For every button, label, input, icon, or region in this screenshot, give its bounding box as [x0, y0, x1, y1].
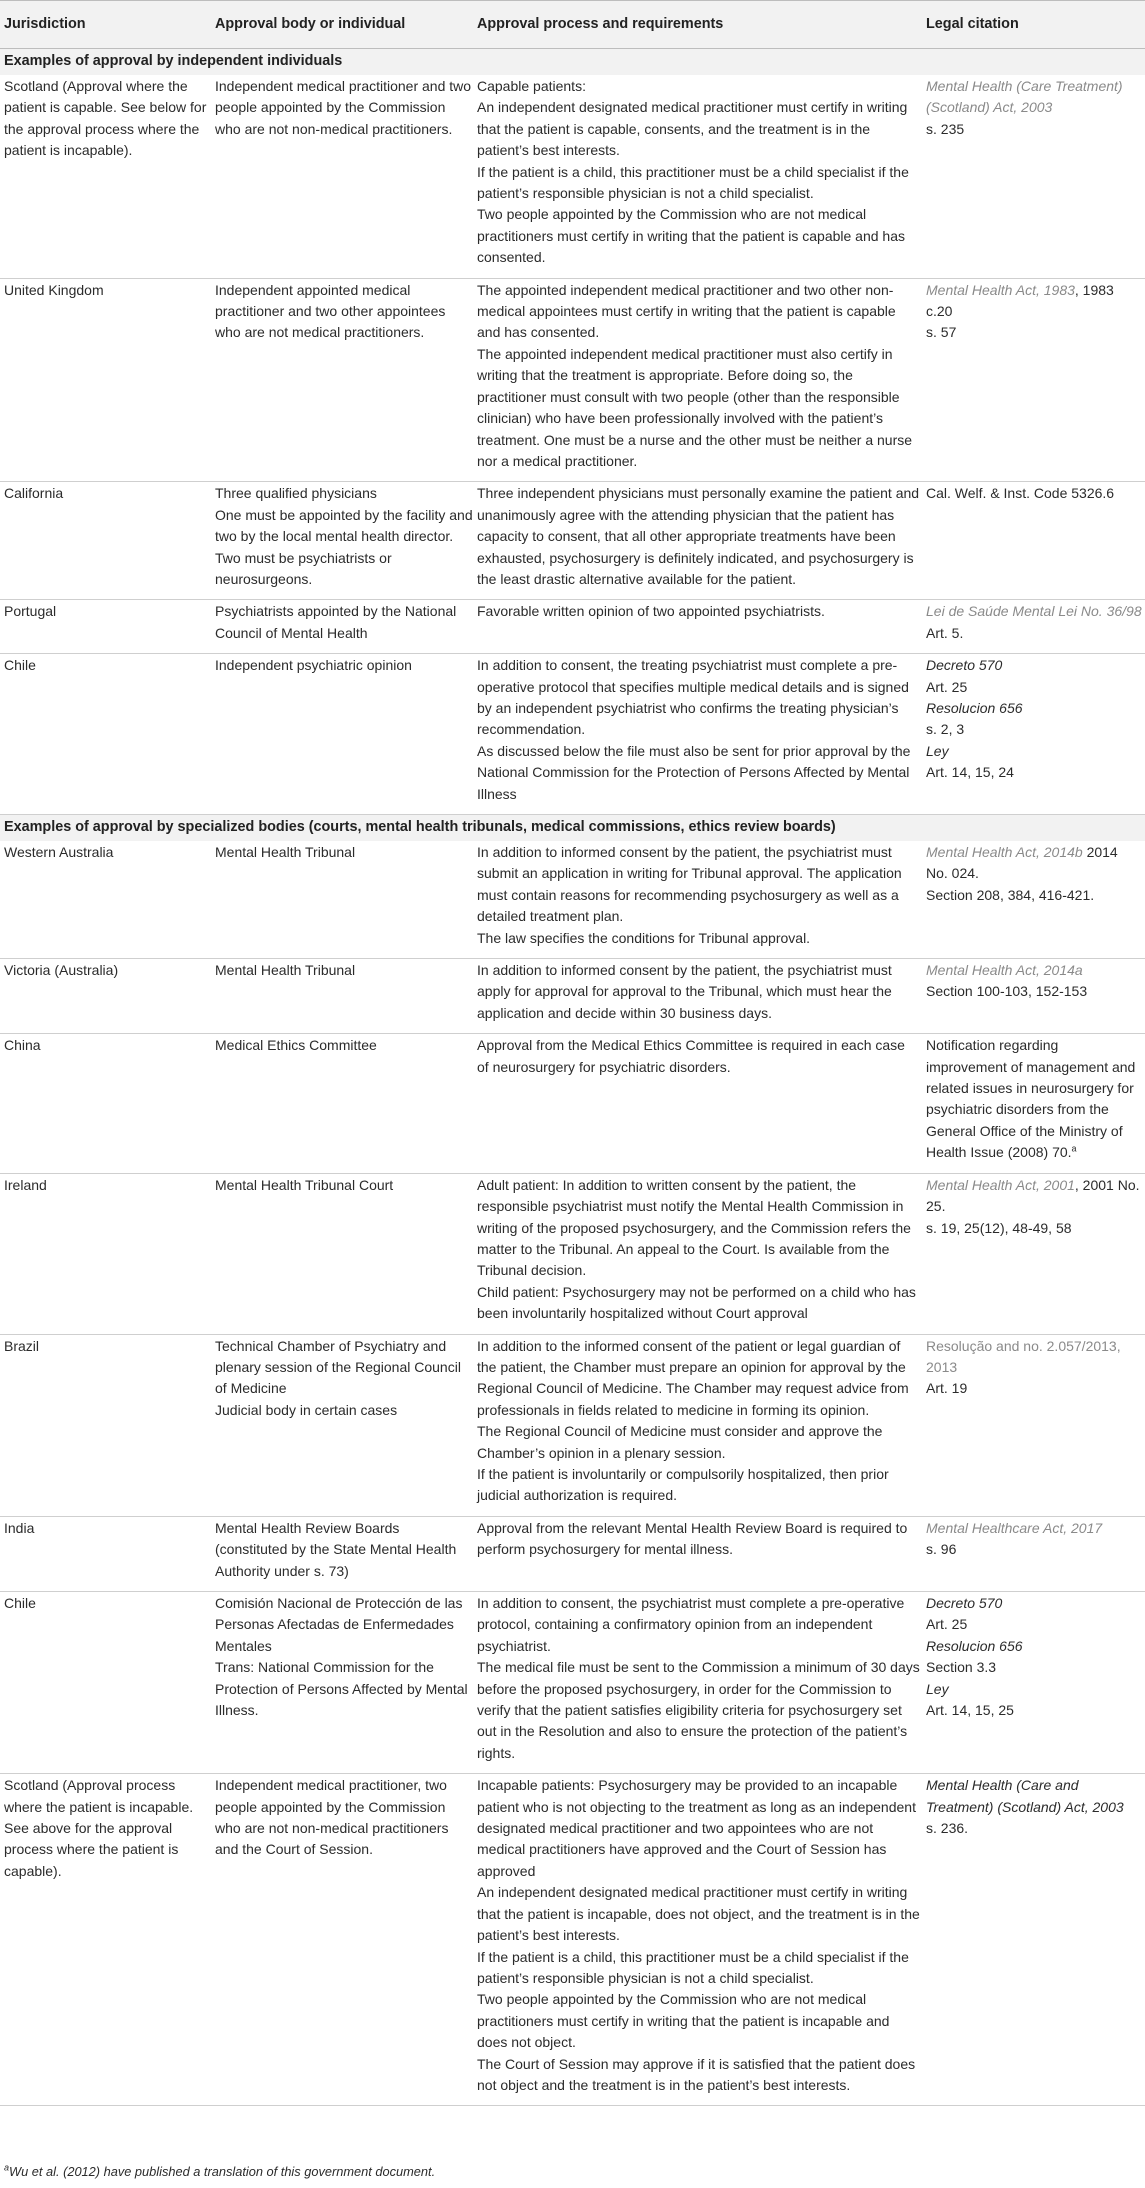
legal-citation-cell — [924, 654, 1145, 815]
citation-text: Section 100-103, 152-153 — [926, 983, 1088, 1000]
approval-process-cell — [474, 482, 924, 600]
citation-line — [926, 1818, 1143, 1839]
footnote-marker: a — [4, 2162, 10, 2173]
citation-line — [926, 483, 1143, 504]
approval-body-line: Independent medical practitioner and two people appointed by the Commission who are not non-medical practitioners. — [215, 78, 472, 137]
approval-body-cell — [212, 1516, 474, 1591]
citation-line — [926, 719, 1143, 740]
jurisdiction-cell: Chile — [0, 1592, 212, 1774]
jurisdiction-cell: United Kingdom — [0, 278, 212, 482]
approval-body-line: Trans: National Commission for the Protection of Persons Affected by Mental Illness. — [215, 1659, 468, 1719]
table-row — [0, 1173, 1145, 1334]
citation-line — [926, 655, 1143, 676]
citation-line — [926, 885, 1143, 906]
legal-citation-cell — [924, 278, 1145, 482]
approval-body-cell — [212, 1034, 474, 1173]
citation-text: Art. 14, 15, 24 — [926, 764, 1014, 781]
approval-process-cell — [474, 1516, 924, 1591]
approval-body-cell — [212, 1173, 474, 1334]
approval-process-line: Three independent physicians must personally examine the patient and unanimously agree with the attending physician that the patient has capacity to consent, that all other appropriate treatments have been exhausted, psychosurgery is definitely indicated, and psychosurgery is the least drastic alternative available for the patient. — [477, 485, 920, 587]
citation-line — [926, 1218, 1143, 1239]
citation-text: Resolucion 656 — [926, 1637, 1023, 1654]
citation-text: Cal. Welf. & Inst. Code 5326.6 — [926, 485, 1115, 502]
approval-process-line: As discussed below the file must also be sent for prior approval by the National Commission for the Protection of Persons Affected by Mental Illness — [477, 742, 911, 802]
approval-body-cell — [212, 959, 474, 1034]
citation-line — [926, 280, 1143, 323]
citation-text: Resolucion 656 — [926, 699, 1023, 716]
citation-line — [926, 1593, 1143, 1614]
approval-body-cell — [212, 600, 474, 654]
approval-body-cell — [212, 482, 474, 600]
approval-body-line: Independent medical practitioner, two people appointed by the Commission who are not non-medical practitioners and the Court of Session. — [215, 1777, 449, 1858]
approval-body-line: Judicial body in certain cases — [215, 1401, 398, 1418]
legal-citation-cell — [924, 1774, 1145, 2106]
citation-tail: 2014 No. 024. — [926, 844, 1118, 882]
jurisdiction-cell: Victoria (Australia) — [0, 959, 212, 1034]
legal-citation-cell — [924, 600, 1145, 654]
citation-text: Art. 5. — [926, 624, 964, 641]
approval-process-line: Capable patients: — [477, 78, 586, 94]
citation-text: s. 19, 25(12), 48-49, 58 — [926, 1219, 1072, 1236]
citation-line — [926, 741, 1143, 762]
footnote — [4, 2164, 435, 2179]
approval-body-line: One must be appointed by the facility and two by the local mental health director. — [215, 506, 473, 545]
table-row — [0, 654, 1145, 815]
table-row — [0, 1592, 1145, 1774]
approval-process-line: In addition to consent, the psychiatrist must complete a pre-operative protocol, containing a confirmatory opinion from an independent psychiatrist. — [477, 1595, 905, 1654]
citation-line — [926, 601, 1143, 622]
jurisdiction-cell: Scotland (Approval process where the patient is incapable. See above for the approval process where the patient is capable). — [0, 1774, 212, 2106]
jurisdiction-cell: India — [0, 1516, 212, 1591]
citation-text: Mental Health Act, 2014b — [926, 844, 1083, 860]
section-header-row — [0, 815, 1145, 842]
approval-process-line: The law specifies the conditions for Tribunal approval. — [477, 929, 811, 946]
jurisdiction-cell: Brazil — [0, 1334, 212, 1516]
citation-line — [926, 1175, 1143, 1218]
header-legal-citation: Legal citation — [924, 1, 1145, 49]
citation-line — [926, 762, 1143, 783]
header-jurisdiction: Jurisdiction — [0, 1, 212, 49]
approval-process-cell — [474, 600, 924, 654]
approval-process-line: Incapable patients: Psychosurgery may be provided to an incapable patient who is not objecting to the treatment as long as an independent designated medical practitioner and two appointees who are not medical practitioners have approved and the Court of Session has approved — [477, 1777, 916, 1879]
citation-text: Section 208, 384, 416-421. — [926, 886, 1095, 903]
legal-citation-cell — [924, 482, 1145, 600]
approval-body-line: Mental Health Review Boards (constituted by the State Mental Health Authority under s. 73) — [215, 1519, 457, 1579]
approval-body-line: Independent appointed medical practitioner and two other appointees who are not medical practitioners. — [215, 281, 446, 341]
citation-text: Mental Health Act, 2001 — [926, 1176, 1075, 1193]
approval-process-line: The Court of Session may approve if it is satisfied that the patient does not object and the treatment is in the patient’s best interests. — [477, 2055, 916, 2093]
approval-process-line: If the patient is a child, this practitioner must be a child specialist if the patient’s responsible physician is not a child specialist. — [477, 1948, 909, 1986]
citation-line — [926, 1518, 1143, 1539]
legal-citation-cell — [924, 1173, 1145, 1334]
table-row — [0, 278, 1145, 482]
approval-process-cell — [474, 75, 924, 278]
approval-process-cell — [474, 278, 924, 482]
approval-body-cell — [212, 1592, 474, 1774]
approval-body-cell — [212, 654, 474, 815]
approval-body-line: Three qualified physicians — [215, 485, 377, 502]
citation-line — [926, 1657, 1143, 1678]
citation-line — [926, 623, 1143, 644]
jurisdiction-cell: Chile — [0, 654, 212, 815]
citation-text: Decreto 570 — [926, 657, 1003, 674]
jurisdiction-cell: Portugal — [0, 600, 212, 654]
citation-text: Mental Health Act, 1983 — [926, 281, 1075, 298]
approval-body-cell — [212, 1774, 474, 2106]
approval-body-line: Mental Health Tribunal Court — [215, 1176, 394, 1193]
table-row — [0, 1334, 1145, 1516]
citation-line — [926, 1775, 1143, 1818]
approval-body-line: Psychiatrists appointed by the National Council of Mental Health — [215, 603, 457, 641]
citation-text: Art. 14, 15, 25 — [926, 1702, 1014, 1719]
approval-body-cell — [212, 278, 474, 482]
approval-process-cell — [474, 1592, 924, 1774]
citation-line — [926, 1378, 1143, 1399]
citation-text: Mental Healthcare Act, 2017 — [926, 1519, 1103, 1536]
citation-line — [926, 698, 1143, 719]
table-row — [0, 1034, 1145, 1173]
citation-text: Lei de Saúde Mental Lei No. 36/98 — [926, 603, 1142, 620]
approval-process-line: Favorable written opinion of two appointed psychiatrists. — [477, 603, 825, 620]
citation-text: Ley — [926, 742, 949, 759]
approval-process-line: An independent designated medical practitioner must certify in writing that the patient is capable, consents, and the treatment is in the patient’s best interests. — [477, 99, 908, 159]
citation-tail: , 1983 c.20 — [926, 281, 1114, 320]
approval-process-line: Approval from the relevant Mental Health Review Board is required to perform psychosurgery for mental illness. — [477, 1519, 908, 1558]
approval-process-line: In addition to informed consent by the patient, the psychiatrist must apply for approval for approval to the Tribunal, which must hear the application and decide within 30 business days. — [477, 962, 892, 1021]
approval-process-line: If the patient is a child, this practitioner must be a child specialist if the patient’s responsible physician is not a child specialist. — [477, 163, 909, 202]
citation-line — [926, 322, 1143, 343]
legal-citation-cell — [924, 1334, 1145, 1516]
table-row — [0, 1774, 1145, 2106]
jurisdiction-cell: Scotland (Approval where the patient is capable. See below for the approval process where the patient is incapable). — [0, 75, 212, 278]
section-title: Examples of approval by independent individuals — [0, 49, 1145, 76]
citation-text: s. 236. — [926, 1820, 969, 1837]
approval-process-line: In addition to consent, the treating psychiatrist must complete a pre-operative protocol that specifies multiple medical details and is signed by an independent psychiatrist who confirms the treating physician’s recommendation. — [477, 657, 909, 738]
citation-text: s. 96 — [926, 1541, 957, 1558]
approval-body-line: Comisión Nacional de Protección de las Personas Afectadas de Enfermedades Mentales — [215, 1595, 463, 1654]
citation-line — [926, 981, 1143, 1002]
citation-line — [926, 119, 1143, 140]
citation-line — [926, 76, 1143, 119]
approval-body-line: Technical Chamber of Psychiatry and plenary session of the Regional Council of Medicine — [215, 1337, 461, 1397]
citation-text: Section 3.3 — [926, 1659, 997, 1676]
approval-process-line: The Regional Council of Medicine must consider and approve the Chamber’s opinion in a plenary session. — [477, 1423, 883, 1461]
footnote-ref: Wu et al. (2012) — [9, 2164, 101, 2179]
table-row — [0, 75, 1145, 278]
jurisdiction-cell: California — [0, 482, 212, 600]
table-row — [0, 600, 1145, 654]
approval-process-line: An independent designated medical practitioner must certify in writing that the patient is incapable, does not object, and the treatment is in the patient’s best interests. — [477, 1884, 920, 1944]
jurisdiction-cell: China — [0, 1034, 212, 1173]
citation-text: s. 235 — [926, 120, 965, 137]
table-row — [0, 959, 1145, 1034]
citation-line — [926, 677, 1143, 698]
citation-line — [926, 1035, 1143, 1163]
approval-process-cell — [474, 1774, 924, 2106]
citation-text: Mental Health (Care and Treatment) (Scotland) Act, 2003 — [926, 1777, 1124, 1815]
section-header-row — [0, 49, 1145, 76]
citation-line — [926, 1700, 1143, 1721]
table-row — [0, 841, 1145, 959]
approval-process-line: Adult patient: In addition to written consent by the patient, the responsible psychiatrist must notify the Mental Health Commission in writing of the proposed psychosurgery, and the Commission refers the matter to the Tribunal. An appeal to the Court. Is available from the Tribunal decision. — [477, 1176, 911, 1279]
approval-process-cell — [474, 1034, 924, 1173]
citation-text: Art. 25 — [926, 1616, 968, 1633]
approval-body-line: Mental Health Tribunal — [215, 844, 356, 860]
approval-process-line: In addition to informed consent by the patient, the psychiatrist must submit an application in writing for Tribunal approval. The application must contain reasons for recommending psychosurgery as well as a detailed treatment plan. — [477, 844, 902, 925]
approval-process-line: Child patient: Psychosurgery may not be performed on a child who has been involuntarily hospitalized without Court approval — [477, 1283, 916, 1322]
legal-citation-cell — [924, 1034, 1145, 1173]
legal-citation-cell — [924, 959, 1145, 1034]
citation-text: Art. 25 — [926, 678, 968, 695]
approval-body-line: Medical Ethics Committee — [215, 1037, 377, 1054]
table-row — [0, 1516, 1145, 1591]
table-row — [0, 482, 1145, 600]
citation-text: Resolução and no. 2.057/2013, 2013 — [926, 1337, 1121, 1375]
approval-process-line: In addition to the informed consent of the patient or legal guardian of the patient, the Chamber must prepare an opinion for approval by the Regional Council of Medicine. The Chamber may request advice from professionals in fields related to medicine in forming its opinion. — [477, 1337, 909, 1418]
approval-body-cell — [212, 75, 474, 278]
citation-tail: , 2001 No. 25. — [926, 1176, 1140, 1215]
approval-process-line: If the patient is involuntarily or compulsorily hospitalized, then prior judicial authorization is required. — [477, 1465, 889, 1504]
approval-process-line: The medical file must be sent to the Commission a minimum of 30 days before the proposed psychosurgery, in order for the Commission to verify that the patient satisfies eligibility criteria for psychosurgery set out in the Resolution and also to ensure the protection of the patient’s rights. — [477, 1659, 920, 1761]
citation-line — [926, 1539, 1143, 1560]
table-header-row — [0, 1, 1145, 49]
jurisdiction-cell: Western Australia — [0, 841, 212, 959]
approval-process-line: The appointed independent medical practitioner and two other non-medical appointees must certify in writing that the patient is capable and has consented. — [477, 281, 896, 341]
citation-text: Decreto 570 — [926, 1595, 1003, 1611]
approval-process-cell — [474, 654, 924, 815]
jurisdiction-cell: Ireland — [0, 1173, 212, 1334]
legal-citation-cell — [924, 841, 1145, 959]
legal-citation-cell — [924, 1516, 1145, 1591]
citation-text: s. 57 — [926, 324, 957, 341]
approval-body-line: Mental Health Tribunal — [215, 962, 356, 979]
citation-text: Mental Health Act, 2014a — [926, 962, 1083, 979]
approval-process-cell — [474, 841, 924, 959]
approval-process-cell — [474, 959, 924, 1034]
legal-citation-cell — [924, 75, 1145, 278]
approval-body-cell — [212, 841, 474, 959]
citation-line — [926, 1636, 1143, 1657]
citation-line — [926, 1614, 1143, 1635]
citation-footnote-marker: a — [1071, 1143, 1077, 1154]
citation-text: Mental Health (Care Treatment) (Scotland) Act, 2003 — [926, 78, 1123, 116]
approval-body-cell — [212, 1334, 474, 1516]
footnote-text: have published a translation of this government document. — [100, 2164, 436, 2179]
approval-process-line: Approval from the Medical Ethics Committee is required in each case of neurosurgery for psychiatric disorders. — [477, 1037, 905, 1075]
approval-process-line: Two people appointed by the Commission who are not medical practitioners must certify in writing that the patient is capable and has consented. — [477, 206, 905, 266]
section-title: Examples of approval by specialized bodies (courts, mental health tribunals, medical commissions, ethics review boards) — [0, 815, 1145, 842]
citation-line — [926, 842, 1143, 885]
header-approval-process: Approval process and requirements — [474, 1, 924, 49]
approval-process-line: The appointed independent medical practitioner must also certify in writing that the treatment is appropriate. Before doing so, the practitioner must consult with two people (other than the responsible clinician) who have been professionally involved with the patient’s treatment. One must be a nurse and the other must be neither a nurse nor a medical practitioner. — [477, 345, 913, 469]
citation-line — [926, 1336, 1143, 1379]
approval-process-line: Two people appointed by the Commission who are not medical practitioners must certify in writing that the patient is incapable and does not object. — [477, 1991, 890, 2051]
approval-process-cell — [474, 1173, 924, 1334]
header-approval-body: Approval body or individual — [212, 1, 474, 49]
citation-text: s. 2, 3 — [926, 721, 965, 738]
citation-text: Art. 19 — [926, 1380, 968, 1397]
citation-line — [926, 960, 1143, 981]
citation-text: Ley — [926, 1680, 949, 1697]
approval-body-line: Two must be psychiatrists or neurosurgeons. — [215, 549, 392, 587]
approval-body-line: Independent psychiatric opinion — [215, 657, 412, 674]
approval-process-cell — [474, 1334, 924, 1516]
legal-citation-cell — [924, 1592, 1145, 1774]
table-body — [0, 49, 1145, 2106]
citation-line — [926, 1679, 1143, 1700]
citation-text: Notification regarding improvement of management and related issues in neurosurgery for psychiatric disorders from the General Office of the Ministry of Health Issue (2008) 70. — [926, 1037, 1136, 1161]
